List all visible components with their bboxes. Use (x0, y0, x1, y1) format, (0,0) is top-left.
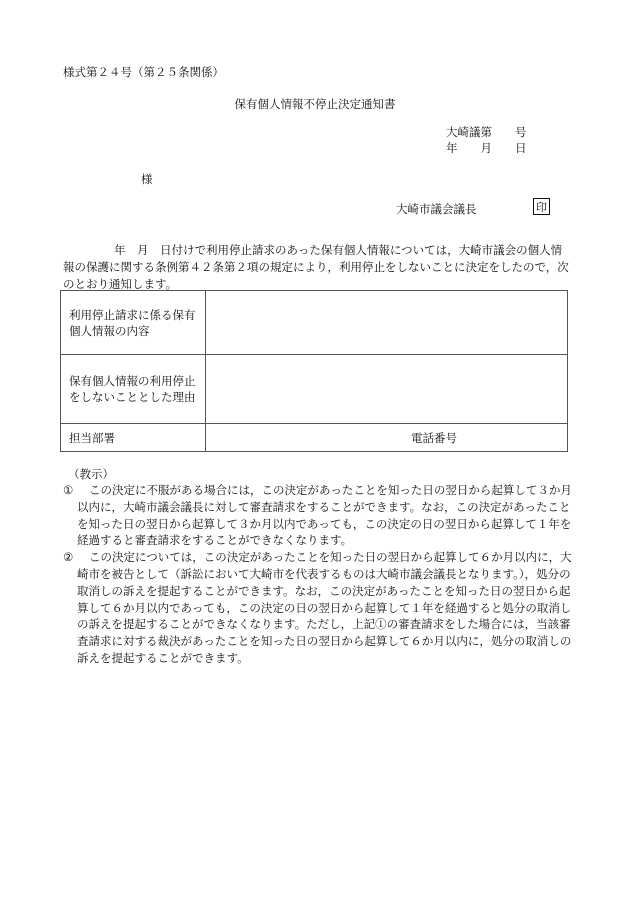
reference-date: 年 月 日 (446, 141, 527, 155)
note-number: ① (63, 483, 74, 497)
note-number: ② (63, 550, 74, 565)
notes-list (63, 482, 578, 667)
info-table (60, 290, 568, 452)
table-row (61, 355, 568, 424)
note-text: この決定に不服がある場合には，この決定があったことを知った日の翌日から起算して３か月以内に，大崎市議会議長に対して審査請求をすることができます。なお，この決定があったことを知った日の翌日から起算して３か月以内であっても，この決定の日の翌日から起算して１年を経過すると審査請求をすることができなくなります。 (77, 483, 572, 548)
seal-box: 印 (533, 198, 550, 215)
table-row (61, 424, 568, 452)
notes-header: （教示） (68, 467, 114, 481)
table-label-reason: 保有個人情報の利用停止をしないこととした理由 (61, 355, 206, 424)
table-value-reason[interactable] (206, 355, 568, 424)
note-text: この決定については，この決定があったことを知った日の翌日から起算して６か月以内に，大崎市を被告として（訴訟において大崎市を代表するものは大崎市議会議長となります。），処分の取消しの訴えを提起することができます。なお，この決定があったことを知った日の翌日から起算して６か月以内であっても，この決定の日の翌日から起算して１年を経過すると処分の取消しの訴えを提起することができなくなります。ただし，上記①の審査請求をした場合には，当該審査請求に対する裁決があったことを知った日の翌日から起算して６か月以内に，処分の取消しの訴えを提起することができます。 (77, 550, 572, 665)
list-item (63, 482, 578, 549)
table-label-request-content: 利用停止請求に係る保有個人情報の内容 (61, 291, 206, 355)
table-value-request-content[interactable] (206, 291, 568, 355)
table-row (61, 291, 568, 355)
list-item (63, 549, 578, 667)
form-number: 様式第２４号（第２５条関係） (63, 65, 224, 79)
sender-name: 大崎市議会議長 (396, 202, 477, 216)
document-title: 保有個人情報不停止決定通知書 (234, 97, 396, 111)
addressee-honorific: 様 (141, 172, 153, 186)
table-phone-label: 電話番号 (206, 424, 568, 452)
notice-body: 年 月 日付けで利用停止請求のあった保有個人情報については，大崎市議会の個人情報の保護に関する条例第４２条第２項の規定により，利用停止をしないことに決定をしたので，次のとおり通知します。 (63, 242, 569, 291)
table-label-department: 担当部署 (61, 424, 206, 452)
reference-number: 大崎議第 号 (446, 125, 527, 139)
